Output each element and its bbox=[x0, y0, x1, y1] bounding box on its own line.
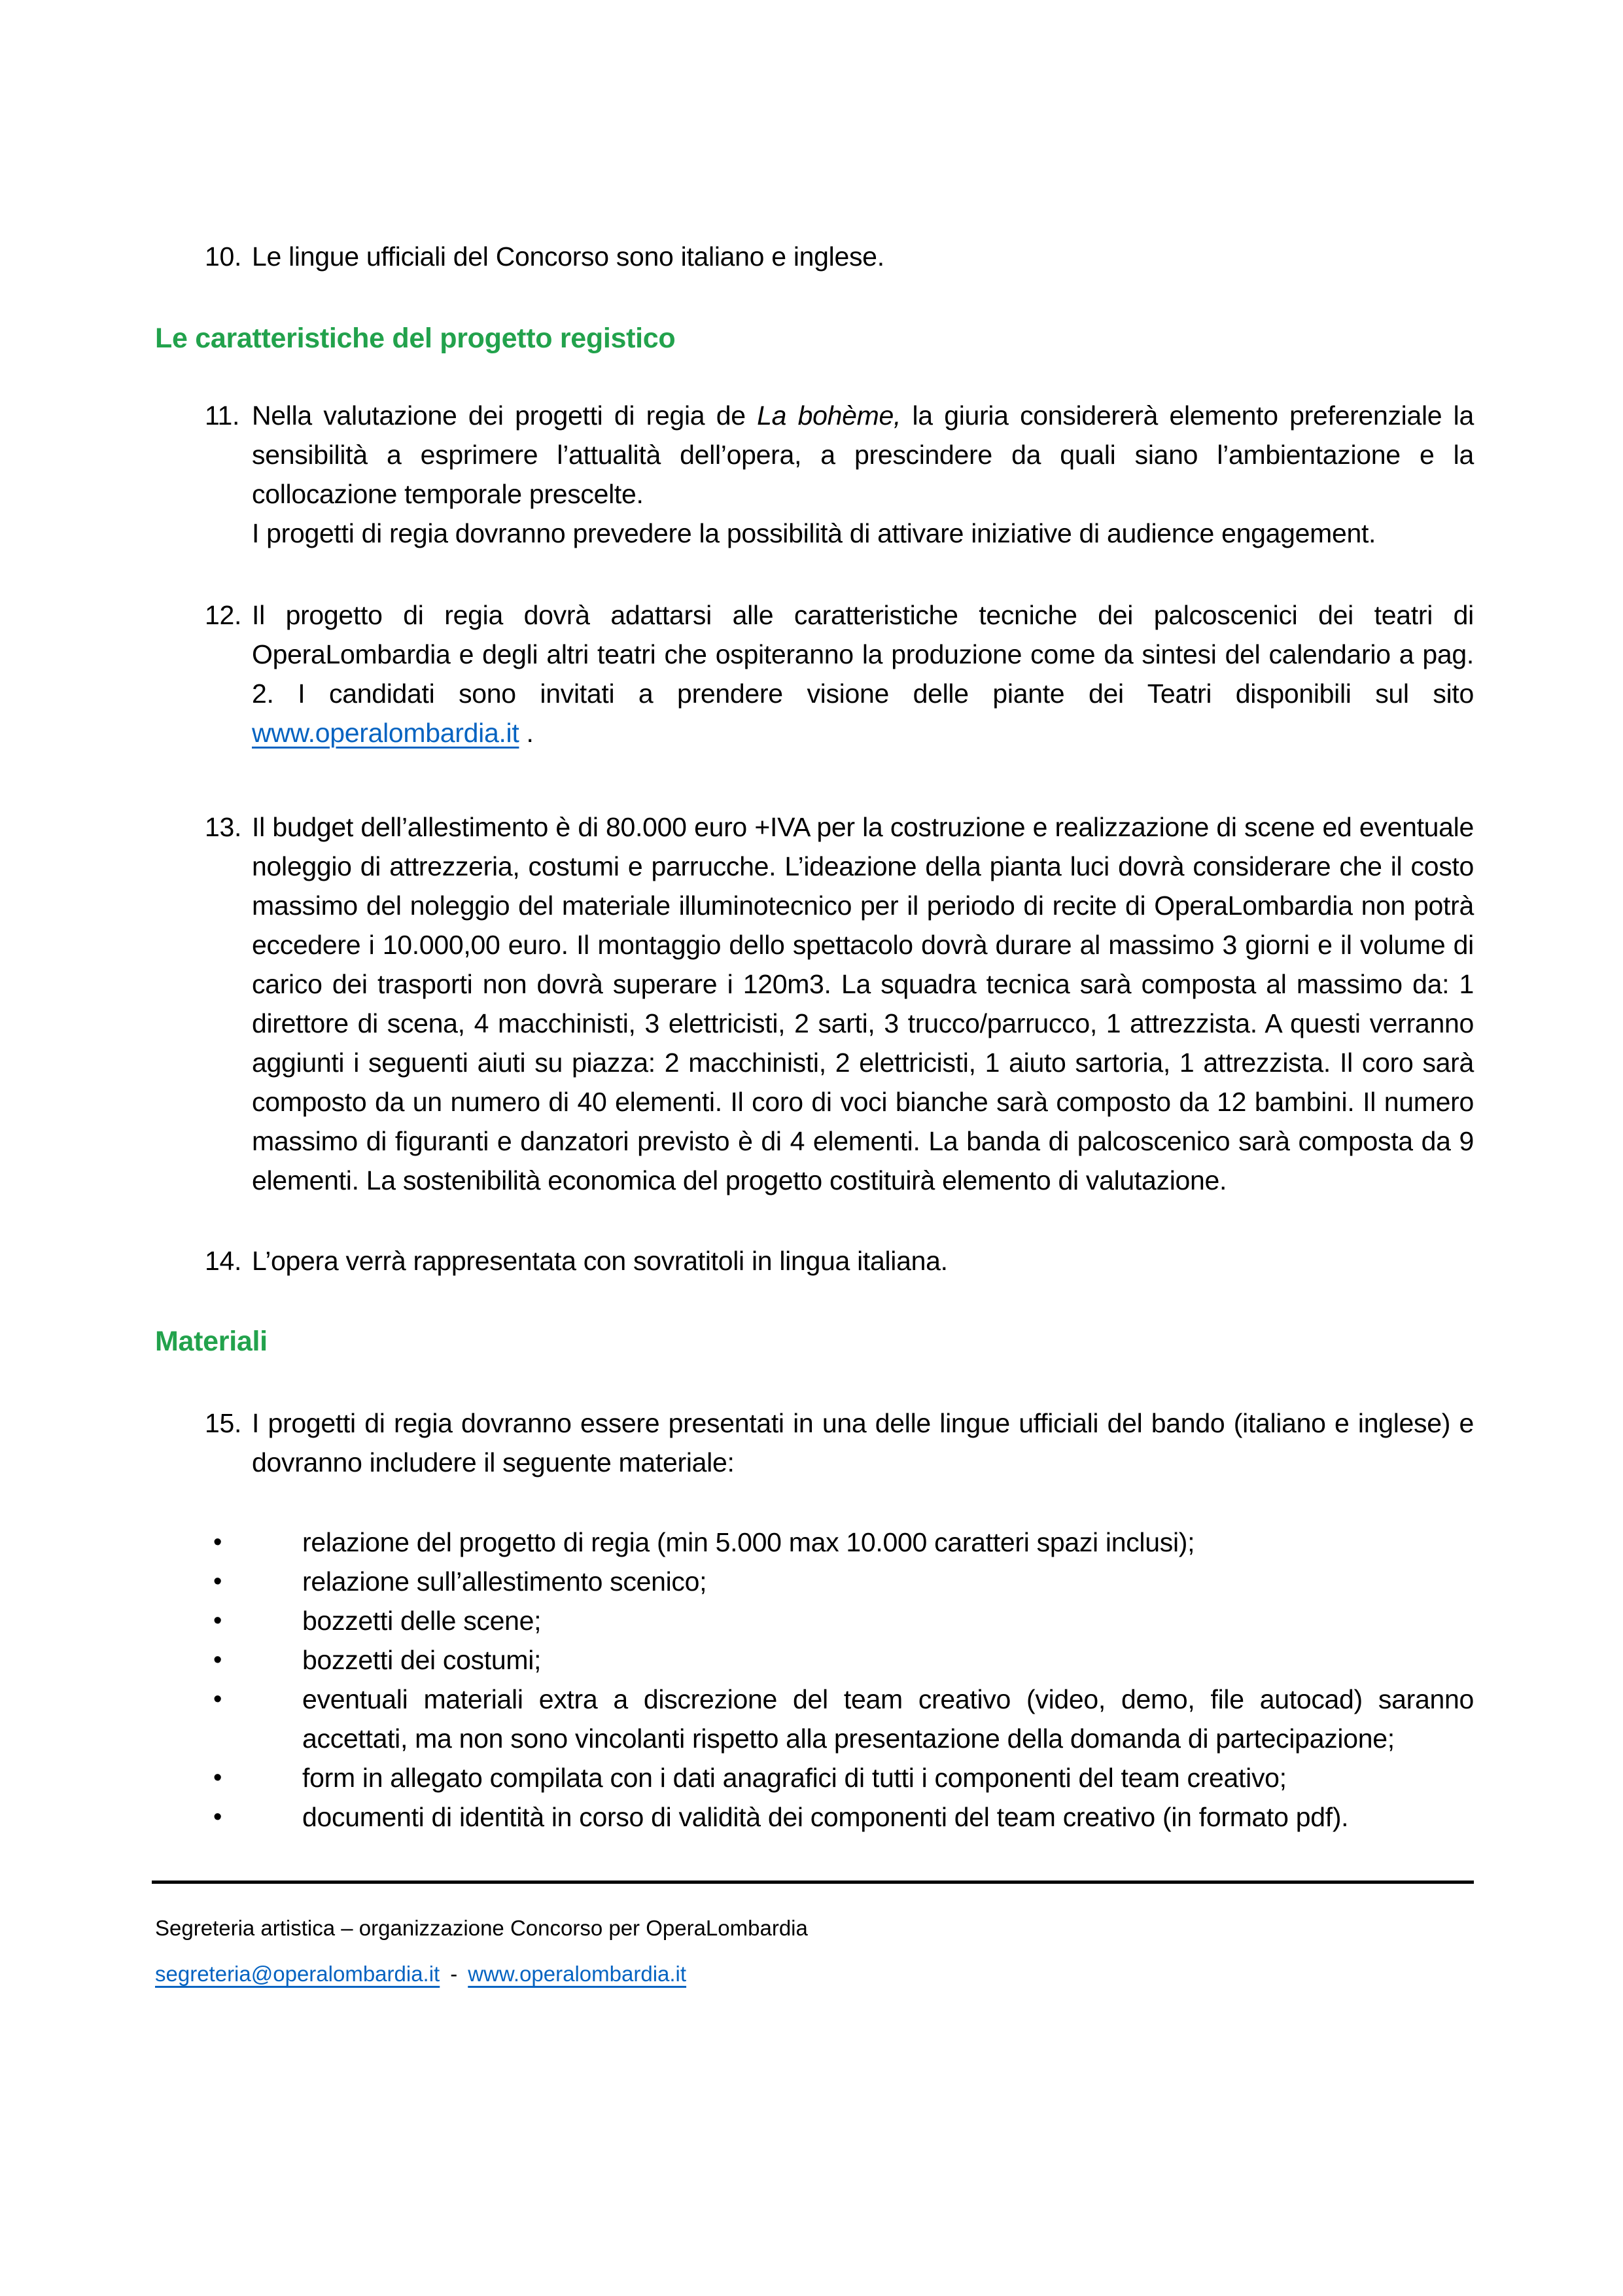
bullet-dot: • bbox=[213, 1803, 222, 1831]
materials-bullet-list bbox=[155, 1523, 1474, 1837]
item-number: 12. bbox=[205, 600, 242, 630]
bullet-item bbox=[155, 1562, 1474, 1601]
footer-email-link[interactable]: segreteria@operalombardia.it bbox=[155, 1962, 440, 1986]
bullet-dot: • bbox=[213, 1686, 222, 1713]
item-text: la giuria considererà elemento preferenziale la sensibilità a esprimere l’attualità dell’opera, a prescindere da quali siano l’ambientazione e la collocazione temporale prescelte. bbox=[252, 400, 1474, 509]
bullet-item bbox=[155, 1601, 1474, 1640]
item-number: 14. bbox=[205, 1246, 242, 1276]
list-item-14 bbox=[155, 1241, 1474, 1280]
bullet-text: form in allegato compilata con i dati anagrafici di tutti i componenti del team creativo; bbox=[302, 1763, 1287, 1793]
footer-separator: - bbox=[450, 1962, 458, 1986]
bullet-text: bozzetti dei costumi; bbox=[302, 1645, 542, 1675]
bullet-dot: • bbox=[213, 1764, 222, 1792]
bullet-item bbox=[155, 1680, 1474, 1758]
item-number: 10. bbox=[205, 241, 242, 272]
bullet-text: documenti di identità in corso di validità dei componenti del team creativo (in formato pdf). bbox=[302, 1802, 1349, 1832]
list-item-12 bbox=[155, 595, 1474, 752]
bullet-dot: • bbox=[213, 1568, 222, 1595]
bullet-text: relazione del progetto di regia (min 5.000 max 10.000 caratteri spazi inclusi); bbox=[302, 1527, 1195, 1557]
footer-divider bbox=[152, 1881, 1474, 1884]
bullet-dot: • bbox=[213, 1607, 222, 1634]
footer-organization-text: Segreteria artistica – organizzazione Concorso per OperaLombardia bbox=[155, 1916, 808, 1940]
bullet-text: bozzetti delle scene; bbox=[302, 1606, 542, 1636]
footer-website-link[interactable]: www.operalombardia.it bbox=[468, 1962, 687, 1986]
bullet-item bbox=[155, 1797, 1474, 1837]
paragraph: I progetti di regia dovranno prevedere la possibilità di attivare iniziative di audience engagement. bbox=[252, 518, 1376, 548]
bullet-item bbox=[155, 1758, 1474, 1797]
item-text: Nella valutazione dei progetti di regia de bbox=[252, 400, 758, 431]
item-text: Il budget dell’allestimento è di 80.000 euro +IVA per la costruzione e realizzazione di scene ed eventuale noleggio di attrezzeria, costumi e parrucche. L’ideazione della pianta luci dovrà considerare che il costo massimo del noleggio del materiale illuminotecnico per il periodo di recite di OperaLombardia non potrà eccedere i 10.000,00 euro. Il montaggio dello spettacolo dovrà durare al massimo 3 giorni e il volume di carico dei trasporti non dovrà superare i 120m3. La squadra tecnica sarà composta al massimo da: 1 direttore di scena, 4 macchinisti, 3 elettricisti, 2 sarti, 3 trucco/parrucco, 1 attrezzista. A questi verranno aggiunti i seguenti aiuti su piazza: 2 macchinisti, 2 elettricisti, 1 aiuto sartoria, 1 attrezzista. Il coro sarà composto da un numero di 40 elementi. Il coro di voci bianche sarà composto da 12 bambini. Il numero massimo di figuranti e danzatori previsto è di 4 elementi. La banda di palcoscenico sarà composta da 9 elementi. La sostenibilità economica del progetto costituirà elemento di valutazione. bbox=[252, 812, 1474, 1195]
section-heading-caratteristiche: Le caratteristiche del progetto registico bbox=[155, 323, 676, 354]
bullet-item bbox=[155, 1640, 1474, 1680]
bullet-text: relazione sull’allestimento scenico; bbox=[302, 1566, 707, 1597]
bullet-item bbox=[155, 1523, 1474, 1562]
item-text: L’opera verrà rappresentata con sovratitoli in lingua italiana. bbox=[252, 1246, 948, 1276]
item-number: 13. bbox=[205, 812, 242, 842]
item-text: . bbox=[519, 718, 534, 748]
bullet-text: eventuali materiali extra a discrezione del team creativo (video, demo, file autocad) saranno accettati, ma non sono vincolanti rispetto alla presentazione della domanda di partecipazione; bbox=[302, 1684, 1474, 1754]
italic-opera-title: La bohème, bbox=[757, 400, 901, 431]
item-text: Le lingue ufficiali del Concorso sono italiano e inglese. bbox=[252, 241, 884, 272]
paragraph bbox=[252, 396, 1474, 514]
page-footer bbox=[155, 1905, 1474, 1997]
list-item-10 bbox=[155, 237, 1474, 276]
bullet-dot: • bbox=[213, 1528, 222, 1556]
operalombardia-link[interactable]: www.operalombardia.it bbox=[252, 718, 519, 748]
item-text: Il progetto di regia dovrà adattarsi alle caratteristiche tecniche dei palcoscenici dei teatri di OperaLombardia e degli altri teatri che ospiteranno la produzione come da sintesi del calendario a pag. 2. I candidati sono invitati a prendere visione delle piante dei Teatri disponibili sul sito bbox=[252, 600, 1474, 709]
footer-links-line bbox=[155, 1951, 1474, 1997]
item-number: 11. bbox=[205, 400, 240, 431]
list-item-15 bbox=[155, 1404, 1474, 1482]
section-heading-materiali: Materiali bbox=[155, 1326, 268, 1357]
item-number: 15. bbox=[205, 1408, 242, 1438]
list-item-13 bbox=[155, 807, 1474, 1200]
bullet-dot: • bbox=[213, 1646, 222, 1674]
item-text: I progetti di regia dovranno essere presentati in una delle lingue ufficiali del bando (italiano e inglese) e dovranno includere il seguente materiale: bbox=[252, 1408, 1474, 1477]
list-item-11 bbox=[155, 396, 1474, 553]
